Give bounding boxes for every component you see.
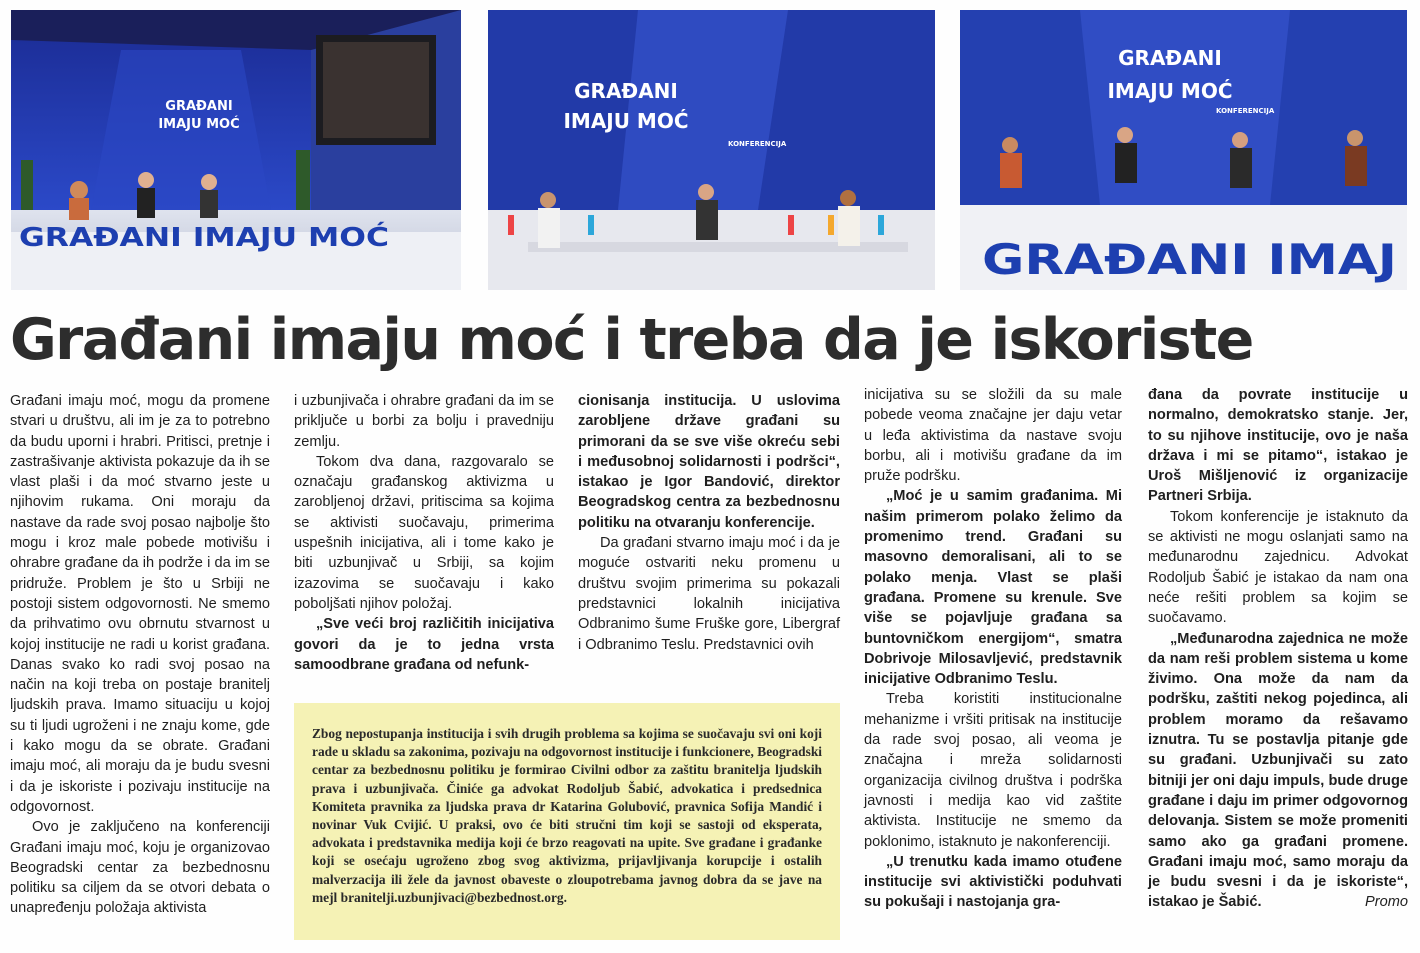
article-headline: Građani imaju moć i treba da je iskoriste [10,307,1253,373]
col4-quote-2: „U trenutku kada imamo otuđene institucije svi aktivistički poduhvati su pokušaji i nastojanja gra- [864,853,1122,911]
col4-paragraph-3: Treba koristiti institucionalne mehanizme i vršiti pritisak na institucije da rade svoj posao, ali veoma je značajna i mreža solidarnosti organizacija civilnog društva i podrška javnosti i medija kao vid zaštite aktivista. Institucije ne smemo da poklonimo, istaknuto je nakonferenciji. [864,691,1122,850]
article-column-2 [294,391,554,675]
info-box [294,703,840,940]
photo1-logo-line1: GRAĐANI [165,99,233,114]
article-column-1 [10,391,270,919]
photo3-logo-line2: IMAJU MOĆ [1107,79,1233,103]
col5-quote-2: „Međunarodna zajednica ne može da nam reši problem sistema u kome živimo. Ona može da nam da podršku, zaštiti nekog pojedinca, ali problem moramo da rešavamo iznutra. Tu se postavlja pitanje gde su građani. Uzbunjivači su zato bitniji jer oni daju impuls, bude druge građane i daju im primer odgovornog delovanja. Sistem se može promeniti samo ako ga građani promene. Građani imaju moć, samo moraju da je budu svesni i da je iskoriste“, [1148,630,1408,891]
conference-photo-1 [11,10,461,290]
conference-photo-3 [960,10,1407,290]
photo1-logo-line2: IMAJU MOĆ [158,117,240,132]
col5-attribution: istakao je Uroš Mišljenović iz organizacije Partneri Srbija. [1148,447,1408,505]
photo2-logo-sub: KONFERENCIJA [728,140,787,148]
col3-quote: cionisanja institucija. U uslovima zarobljene države građani su primorani da se sve više okreću sebi i međusobnoj solidarnosti i podršci“, [578,393,840,470]
col5-quote: đana da povrate institucije u normalno, demokratsko stanje. Jer, to su njihove institucije, ovo je naša država i mi se pitamo“, [1148,387,1408,464]
col4-quote: „Moć je u samim građanima. Mi našim primerom polako želimo da promenimo trend. Građani su masovno demoralisani, ali to se polako menja. Vlast se plaši građana. Promene su krenule. Sve više se pojavljuje građana sa buntovničkom energijom“, [864,488,1122,647]
photo1-banner: GRAĐANI IMAJU MOĆ [19,223,326,253]
article-column-5 [1148,385,1408,913]
col5-attribution-2: istakao je Šabić. [1148,894,1262,911]
col1-paragraph-1: Građani imaju moć, mogu da promene stvari u društvu, ali im je za to potrebno da budu uporni i hrabri. Pritisci, pretnje i zastrašivanje aktivista pokazuje da ih se vlast plaši i da moć stvarno jeste u njihovim rukama. Oni moraju da nastave da rade svoj posao najbolje što mogu i kroz male pobede motivišu i ohrabre građane da ih podrže i da im se pridruže. Problem je što u Srbiji ne postoji sistem odgovornosti. Ne smemo da prihvatimo ovu obrnutu stvarnost u kojoj institucije ne radi u korist građana. Danas svako ko radi svoj posao na način na koji treba on postaje branitelj ljudskih prava. Imamo situaciju u kojoj su ti ljudi ugroženi i ne znaju kome, gde i kako mogu da se obrate. Građani imaju moć, ali moraju da je budu svesni i da je iskoriste i pozivaju institucije na odgovornost. [10,393,270,815]
col4-paragraph-1: inicijativa su se složili da su male pobede veoma značajne jer daju vetar u leđa aktivistima da nastave svoju borbu, ali i motivišu građane da im pruže podršku. [864,387,1122,485]
article-column-4 [864,385,1122,913]
info-box-text: Zbog nepostupanja institucija i svih drugih problema sa kojima se suočavaju svi oni koji rade u skladu sa zakonima, pozivaju na odgovornost institucije i funkcionere, Beogradski centar za bezbednosnu politiku je formirao Civilni odbor za zaštitu branitelja ljudskih prava i uzbunjivača. Činiće ga advokat Rodoljub Šabić, advokatica i predsednica Komiteta pravnika za ljudska prava dr Katarina Golubović, pravnica Sofija Mandić i novinar Vuk Cvijić. U praksi, ovo će biti stručni tim koji se sastoji od eksperata, advokata i predstavnika medija koji će brzo reagovati na upite. Sve građane i građanke koji se osećaju ugroženo zbog svog aktivizma, prijavljivanja korupcije i ostalih malverzacija ili žele da javnost obaveste o zloupotrebama javnog dobra da se jave na mejl branitelji.uzbunjivaci@bezbednost.org. [312,726,822,905]
photo3-banner: GRAĐANI IMAJ [982,235,1397,284]
col1-paragraph-2: Ovo je zaključeno na konferenciji Građani imaju moć, koju je organizovao Beogradski centar za bezbednosnu politiku sa ciljem da se otvori debata o unapređenju položaja aktivista [10,819,270,917]
col3-attribution: istakao je Igor Bandović, direktor Beogradskog centra za bezbednosnu politiku na otvaranju konferencije. [578,474,840,531]
photo2-logo-line1: GRAĐANI [574,79,678,103]
col3-paragraph-2: Da građani stvarno imaju moć i da je moguće ostvariti neku promenu u društvu svojim primerima su pokazali predstavnici lokalnih inicijativa Odbranimo šume Fruške gore, Libergraf i Odbranimo Teslu. Predstavnici ovih [578,535,840,653]
col5-paragraph-2: Tokom konferencije je istaknuto da se aktivisti ne mogu oslanjati samo na međunarodnu zajednicu. Advokat Rodoljub Šabić je istakao da nam ona neće rešiti problem sa kojim se suočavamo. [1148,508,1408,627]
photo2-logo-line2: IMAJU MOĆ [563,109,689,133]
photo3-logo-line1: GRAĐANI [1118,46,1222,70]
conference-photo-2 [488,10,935,290]
photo3-logo-sub: KONFERENCIJA [1216,107,1275,115]
col2-paragraph-2: Tokom dva dana, razgovaralo se označaju građanskog aktivizma u zarobljenoj državi, pritiscima sa kojima se aktivisti suočavaju, primerima uspešnih inicijativa, ali i tome kako je biti uzbunjivač u Srbiji, sa kojim izazovima se suočavaju i kako poboljšati njihov položaj. [294,453,554,612]
col2-paragraph-1: i uzbunjivača i ohrabre građani da im se priključe u borbi za bolju i pravedniju zemlju. [294,393,554,450]
photo-credit: Promo [1365,894,1408,911]
col2-quote: „Sve veći broj različitih inicijativa govori da je to jedna vrsta samoodbrane građana od nefunk- [294,616,554,673]
article-column-3 [578,391,840,655]
col4-attribution: smatra Dobrivoje Milosavljević, predstavnik inicijative Odbranimo Teslu. [864,630,1122,688]
